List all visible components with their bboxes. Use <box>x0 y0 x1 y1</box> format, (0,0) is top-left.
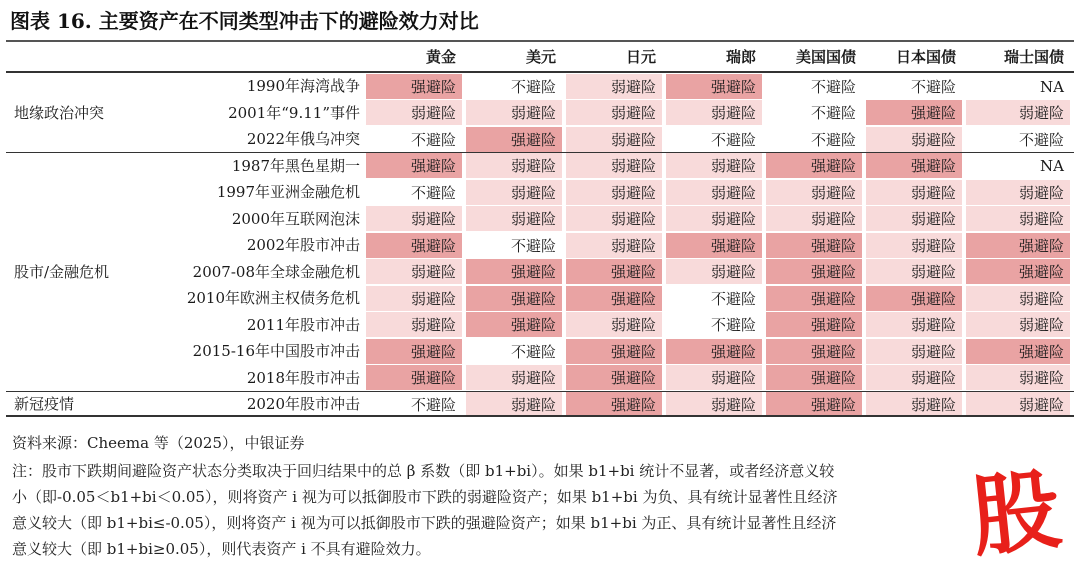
table-cell: 强避险 <box>566 365 662 390</box>
table-cell: 弱避险 <box>666 392 762 417</box>
table-cell: 弱避险 <box>866 206 962 231</box>
table-cell: 弱避险 <box>366 286 462 311</box>
event-label: 2015-16年中国股市冲击 <box>192 342 360 360</box>
table-cell: 强避险 <box>466 312 562 337</box>
table-cell: 不避险 <box>866 74 962 99</box>
table-cell: 强避险 <box>766 259 862 284</box>
table-cell: 弱避险 <box>466 180 562 205</box>
table-cell: 弱避险 <box>666 206 762 231</box>
table-cell: 强避险 <box>366 365 462 390</box>
table-cell: 弱避险 <box>566 233 662 258</box>
table-cell: 强避险 <box>666 74 762 99</box>
table-cell: 弱避险 <box>566 312 662 337</box>
table-cell: 弱避险 <box>366 259 462 284</box>
group-label: 新冠疫情 <box>14 395 75 414</box>
table-cell: 弱避险 <box>666 180 762 205</box>
table-cell: NA <box>966 74 1070 99</box>
figure-title: 图表 16. 主要资产在不同类型冲击下的避险效力对比 <box>10 9 479 33</box>
group-label: 地缘政治冲突 <box>14 103 105 122</box>
table-cell: 强避险 <box>566 339 662 364</box>
table-cell: 弱避险 <box>866 365 962 390</box>
event-label: 2020年股市冲击 <box>246 395 360 413</box>
table-cell: 弱避险 <box>966 392 1070 417</box>
table-cell: 强避险 <box>766 392 862 417</box>
event-label: 2011年股市冲击 <box>246 315 360 334</box>
column-header: 日本国债 <box>895 48 956 66</box>
table-cell: 弱避险 <box>566 153 662 178</box>
column-header: 瑞郎 <box>725 48 756 66</box>
column-header: 日元 <box>625 48 656 66</box>
event-label: 2010年欧洲主权债务危机 <box>186 289 360 307</box>
table-cell: 弱避险 <box>766 180 862 205</box>
table-cell: 弱避险 <box>866 259 962 284</box>
event-label: 2007-08年全球金融危机 <box>192 262 360 281</box>
table-cell: 弱避险 <box>366 100 462 125</box>
table-bottom-rule <box>6 415 1074 417</box>
table-cell: 弱避险 <box>966 286 1070 311</box>
table-cell: 强避险 <box>566 259 662 284</box>
column-header: 美国国债 <box>795 48 856 66</box>
table-cell: 强避险 <box>566 286 662 311</box>
table-cell: 不避险 <box>466 339 562 364</box>
event-label: 2000年互联网泡沫 <box>231 209 360 228</box>
table-cell: 弱避险 <box>966 100 1070 125</box>
table-cell: 强避险 <box>666 339 762 364</box>
table-cell: 弱避险 <box>466 392 562 417</box>
table-cell: 不避险 <box>766 127 862 152</box>
table-cell: 强避险 <box>366 153 462 178</box>
table-cell: 弱避险 <box>766 206 862 231</box>
table-cell: 弱避险 <box>566 100 662 125</box>
note-line-1: 注：股市下跌期间避险资产状态分类取决于回归结果中的总 β 系数（即 b1+bi）。如果 b1+bi 统计不显著，或者经济意义较 <box>12 462 835 480</box>
table-cell: 弱避险 <box>566 74 662 99</box>
table-cell: 强避险 <box>666 233 762 258</box>
table-cell: 弱避险 <box>466 153 562 178</box>
table-cell: 弱避险 <box>566 180 662 205</box>
table-cell: 不避险 <box>466 233 562 258</box>
table-cell: 不避险 <box>366 180 462 205</box>
table-cell: 强避险 <box>966 233 1070 258</box>
group-label: 股市/金融危机 <box>14 262 110 281</box>
event-label: 2002年股市冲击 <box>246 236 360 254</box>
table-cell: 强避险 <box>966 339 1070 364</box>
table-cell: 不避险 <box>466 74 562 99</box>
table-cell: 不避险 <box>666 286 762 311</box>
table-cell: 强避险 <box>566 392 662 417</box>
table-cell: 弱避险 <box>366 206 462 231</box>
column-header: 美元 <box>525 48 556 66</box>
title-rule <box>6 40 1074 42</box>
table-cell: 弱避险 <box>966 180 1070 205</box>
table-cell: 弱避险 <box>666 100 762 125</box>
table-cell: 弱避险 <box>366 312 462 337</box>
note-line-2: 小（即-0.05＜b1+bi＜0.05），则将资产 i 视为可以抵御股市下跌的弱避险资产；如果 b1+bi 为负、具有统计显著性且经济 <box>12 488 838 506</box>
table-cell: 强避险 <box>866 100 962 125</box>
table-cell: 强避险 <box>766 365 862 390</box>
table-cell: 弱避险 <box>666 153 762 178</box>
table-cell: 弱避险 <box>566 127 662 152</box>
table-cell: 强避险 <box>866 153 962 178</box>
table-cell: 弱避险 <box>966 206 1070 231</box>
note-line-4: 意义较大（即 b1+bi≥0.05），则代表资产 i 不具有避险效力。 <box>12 540 431 558</box>
table-cell: 不避险 <box>966 127 1070 152</box>
table-cell: 弱避险 <box>866 127 962 152</box>
table-cell: 强避险 <box>366 233 462 258</box>
table-cell: 强避险 <box>866 286 962 311</box>
table-cell: 强避险 <box>366 74 462 99</box>
table-cell: 强避险 <box>366 339 462 364</box>
table-cell: 弱避险 <box>466 206 562 231</box>
event-label: 2018年股市冲击 <box>246 368 360 387</box>
table-cell: 不避险 <box>366 127 462 152</box>
table-cell: 不避险 <box>766 74 862 99</box>
table-cell: 弱避险 <box>666 365 762 390</box>
table-cell: 强避险 <box>466 259 562 284</box>
column-header: 黄金 <box>425 48 456 66</box>
column-header: 瑞士国债 <box>1003 48 1064 66</box>
table-cell: 弱避险 <box>666 259 762 284</box>
table-cell: 弱避险 <box>866 339 962 364</box>
event-label: 1997年亚洲金融危机 <box>216 183 360 201</box>
event-label: 1990年海湾战争 <box>246 77 360 95</box>
table-cell: 弱避险 <box>566 206 662 231</box>
table-cell: 不避险 <box>666 312 762 337</box>
table-cell: 强避险 <box>966 259 1070 284</box>
table-cell: 不避险 <box>366 392 462 417</box>
table-cell: 弱避险 <box>966 312 1070 337</box>
note-line-3: 意义较大（即 b1+bi≤-0.05），则将资产 i 视为可以抵御股市下跌的强避险资产；如果 b1+bi 为正、具有统计显著性且经济 <box>12 514 837 532</box>
table-cell: 强避险 <box>466 127 562 152</box>
table-cell: 不避险 <box>666 127 762 152</box>
table-cell: 弱避险 <box>966 365 1070 390</box>
table-cell: 强避险 <box>466 286 562 311</box>
event-label: 2001年“9.11”事件 <box>228 103 360 122</box>
table-cell: 弱避险 <box>866 233 962 258</box>
table-cell: 弱避险 <box>466 365 562 390</box>
table-cell: 强避险 <box>766 153 862 178</box>
table-cell: 弱避险 <box>466 100 562 125</box>
watermark-stamp: 股 <box>966 457 1066 570</box>
table-cell: 弱避险 <box>866 180 962 205</box>
table-cell: 强避险 <box>766 312 862 337</box>
table-cell: 强避险 <box>766 286 862 311</box>
table-cell: NA <box>966 153 1070 178</box>
table-cell: 弱避险 <box>866 312 962 337</box>
table-cell: 强避险 <box>766 233 862 258</box>
table-cell: 弱避险 <box>866 392 962 417</box>
event-label: 1987年黑色星期一 <box>231 156 360 175</box>
source-line: 资料来源：Cheema 等（2025），中银证券 <box>12 434 305 452</box>
event-label: 2022年俄乌冲突 <box>246 130 360 148</box>
table-cell: 不避险 <box>766 100 862 125</box>
table-cell: 强避险 <box>766 339 862 364</box>
